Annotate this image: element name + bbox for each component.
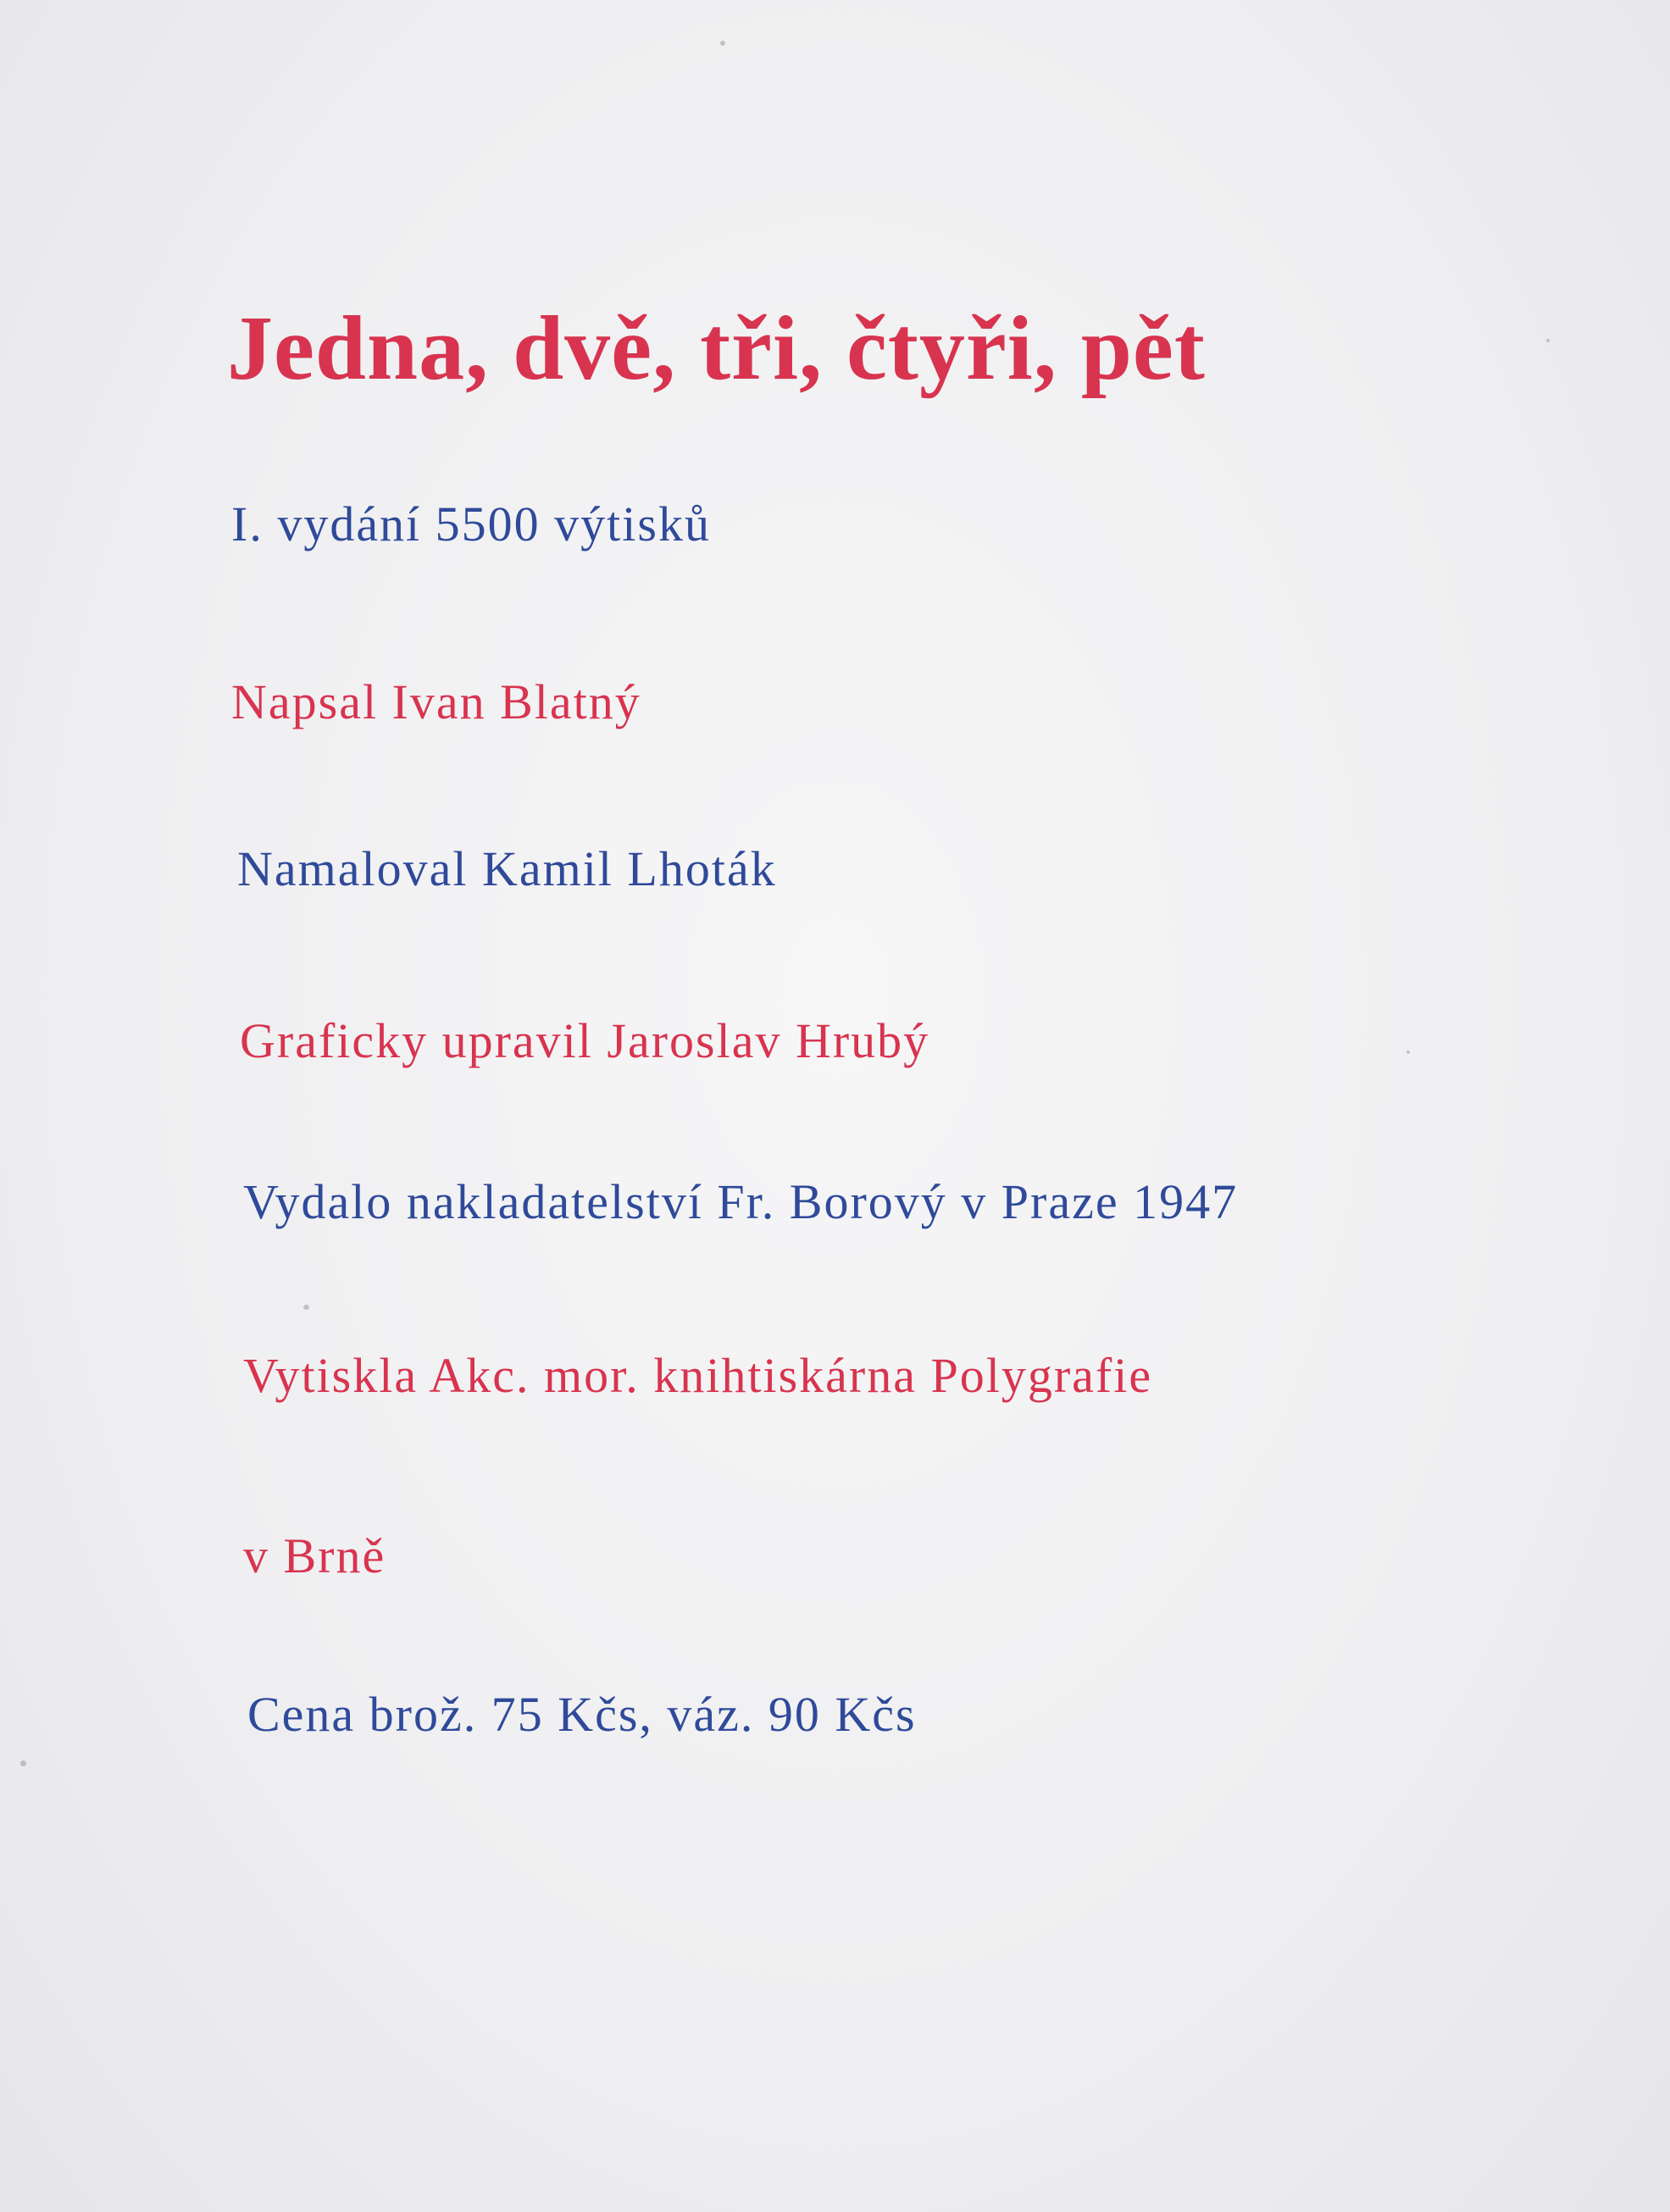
- paper-speck: [303, 1305, 309, 1310]
- printer-location-line: v Brně: [243, 1528, 386, 1583]
- price-line: Cena brož. 75 Kčs, váz. 90 Kčs: [247, 1687, 917, 1742]
- printer-line: Vytiskla Akc. mor. knihtiskárna Polygrafie: [243, 1348, 1153, 1403]
- paper-speck: [1546, 339, 1550, 342]
- paper-speck: [20, 1760, 26, 1766]
- paper-speck: [720, 41, 725, 46]
- edition-line: I. vydání 5500 výtisků: [231, 496, 711, 552]
- illustrator-line: Namaloval Kamil Lhoták: [237, 841, 777, 896]
- paper-speck: [1406, 1051, 1410, 1054]
- author-line: Napsal Ivan Blatný: [231, 674, 641, 729]
- designer-line: Graficky upravil Jaroslav Hrubý: [240, 1013, 930, 1068]
- publisher-line: Vydalo nakladatelství Fr. Borový v Praze 1947: [243, 1174, 1239, 1229]
- book-title: Jedna, dvě, tři, čtyři, pět: [227, 298, 1206, 399]
